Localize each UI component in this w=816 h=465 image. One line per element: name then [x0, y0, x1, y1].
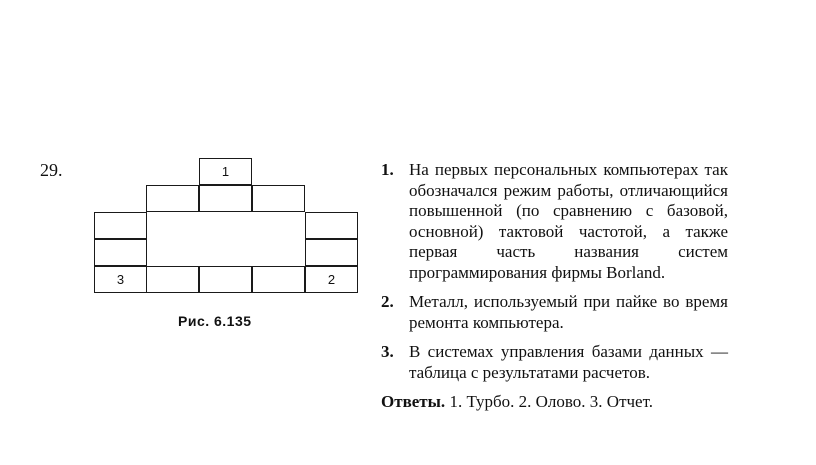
answer-item: 2. Олово. — [518, 392, 586, 411]
crossword-cell — [94, 212, 147, 239]
answer-item: 3. Отчет. — [589, 392, 653, 411]
clue-number: 1. — [381, 160, 394, 179]
clue-item — [381, 292, 728, 333]
answer-item: 1. Турбо. — [449, 392, 515, 411]
crossword-grid — [0, 0, 400, 300]
clue-number: 3. — [381, 342, 394, 361]
crossword-cell — [305, 239, 358, 266]
crossword-cell — [146, 266, 199, 293]
answers-label: Ответы. — [381, 392, 446, 411]
clue-item — [381, 342, 728, 383]
crossword-cell — [199, 266, 252, 293]
clues-list — [381, 160, 728, 413]
clue-text: Металл, используемый при пайке во время ремонта компьютера. — [409, 292, 728, 332]
crossword-cell — [199, 185, 252, 212]
problem-number: 29. — [40, 160, 63, 180]
clue-text: На первых персональных компьютерах так обозначался режим работы, отличающийся повышенной (по сравнению с базовой, основной) тактовой частотой, а также первая часть названия систем программирования фирмы Borland. — [409, 160, 728, 282]
clue-text: В системах управления базами данных — таблица с результатами расчетов. — [409, 342, 728, 382]
answers-line — [381, 392, 728, 413]
crossword-cell: 1 — [199, 158, 252, 185]
crossword-cell: 3 — [94, 266, 147, 293]
crossword-cell — [94, 239, 147, 266]
crossword-cell — [305, 212, 358, 239]
figure-caption: Рис. 6.135 — [178, 313, 252, 329]
crossword-cell: 2 — [305, 266, 358, 293]
clue-item — [381, 160, 728, 283]
crossword-cell — [252, 185, 305, 212]
crossword-cell — [146, 185, 199, 212]
clue-number: 2. — [381, 292, 394, 311]
crossword-cell — [252, 266, 305, 293]
